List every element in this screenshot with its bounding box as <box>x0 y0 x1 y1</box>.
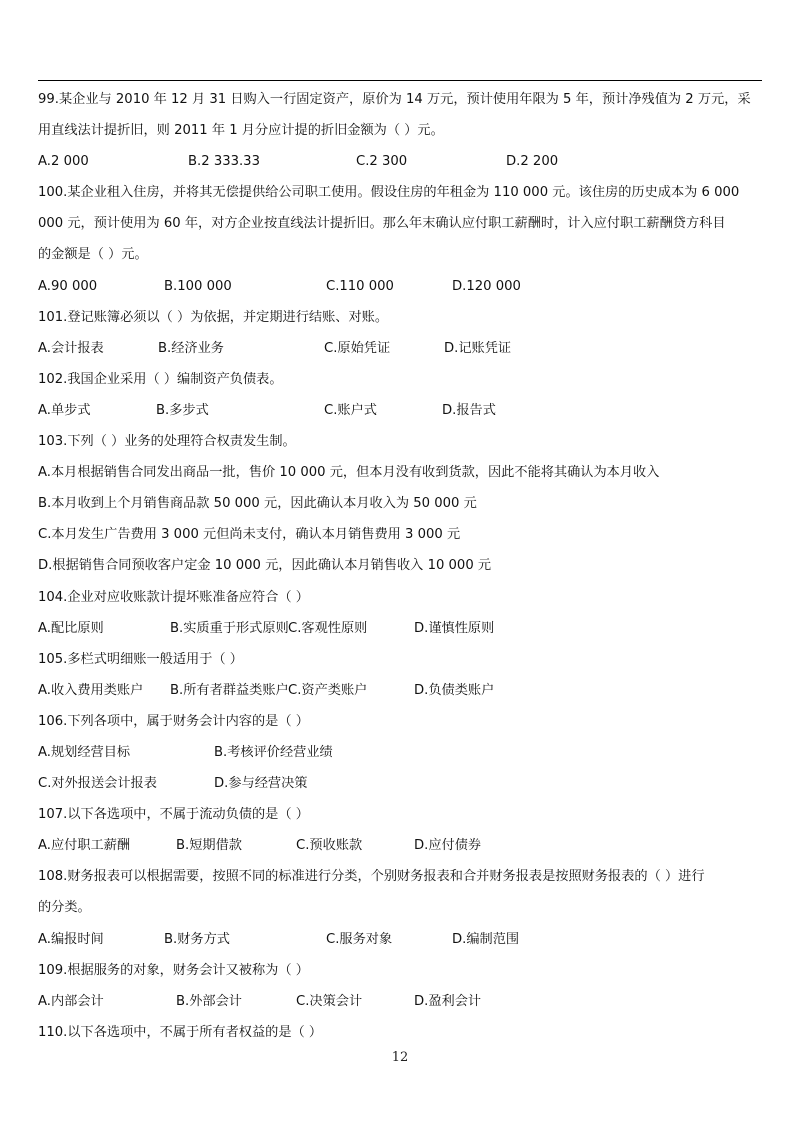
q109-option-a: A.内部会计 <box>38 993 104 1009</box>
q105-option-b: B.所有者群益类账户 <box>170 682 289 698</box>
q102-option-d: D.报告式 <box>442 402 496 418</box>
q99-stem-line1: 99.某企业与 2010 年 12 月 31 日购入一行固定资产，原价为 14 万元，预计使用年限为 5 年，预计净残值为 2 万元，采 <box>38 92 751 107</box>
q107-option-b: B.短期借款 <box>176 838 242 854</box>
q107-option-d: D.应付债券 <box>414 838 482 854</box>
q99-options <box>38 146 764 177</box>
q108-stem-line1: 108.财务报表可以根据需要，按照不同的标准进行分类，个别财务报表和合并财务报表是按照财务报表的（ ）进行 <box>38 869 705 885</box>
page-number: 12 <box>391 1050 409 1065</box>
q99-option-d: D.2 200 <box>506 154 559 170</box>
q100-option-a: A.90 000 <box>38 278 98 294</box>
q100-options <box>38 271 764 302</box>
q110-stem: 110.以下各选项中，不属于所有者权益的是（ ） <box>38 1024 323 1040</box>
q105-options <box>38 675 764 706</box>
q106-option-a: A.规划经营目标 <box>38 744 131 760</box>
q105-stem: 105.多栏式明细账一般适用于（ ） <box>38 651 243 667</box>
q102-options <box>38 395 764 426</box>
q108-options <box>38 924 764 955</box>
q102-stem: 102.我国企业采用（ ）编制资产负债表。 <box>38 371 283 387</box>
q106-stem: 106.下列各项中，属于财务会计内容的是（ ） <box>38 713 309 729</box>
q101-options <box>38 333 764 364</box>
q108-option-d: D.编制范围 <box>452 931 520 947</box>
q104-option-c: C.客观性原则 <box>288 620 368 636</box>
q103-option-c: C.本月发生广告费用 3 000 元但尚未支付，确认本月销售费用 3 000 元 <box>38 527 461 543</box>
q103-option-d: D.根据销售合同预收客户定金 10 000 元，因此确认本月销售收入 10 000 元 <box>38 558 492 574</box>
q99-option-c: C.2 300 <box>356 154 408 170</box>
q105-option-d: D.负债类账户 <box>414 682 495 698</box>
q104-stem: 104.企业对应收账款计提坏账准备应符合（ ） <box>38 589 309 605</box>
q108-option-a: A.编报时间 <box>38 931 104 947</box>
q100-option-d: D.120 000 <box>452 278 521 294</box>
q106-options-row1 <box>38 737 764 768</box>
q104-option-a: A.配比原则 <box>38 620 104 636</box>
q101-option-d: D.记账凭证 <box>444 340 512 356</box>
q105-option-a: A.收入费用类账户 <box>38 682 144 698</box>
q108-option-b: B.财务方式 <box>164 931 230 947</box>
q106-option-d: D.参与经营决策 <box>214 776 308 792</box>
q102-option-a: A.单步式 <box>38 402 91 418</box>
q101-stem: 101.登记账簿必须以（ ）为依据，并定期进行结账、对账。 <box>38 309 389 325</box>
q99-option-a: A.2 000 <box>38 154 89 170</box>
q108-option-c: C.服务对象 <box>326 931 393 947</box>
q100-stem-line1: 100.某企业租入住房，并将其无偿提供给公司职工使用。假设住房的年租金为 110 000 元。该住房的历史成本为 6 000 <box>38 185 740 201</box>
q109-option-c: C.决策会计 <box>296 993 363 1009</box>
q109-option-d: D.盈利会计 <box>414 993 482 1009</box>
q101-option-c: C.原始凭证 <box>324 340 391 356</box>
q101-option-a: A.会计报表 <box>38 340 104 356</box>
q107-option-c: C.预收账款 <box>296 838 363 854</box>
q106-options-row2 <box>38 768 764 799</box>
q104-option-b: B.实质重于形式原则 <box>170 620 289 636</box>
q107-options <box>38 830 764 861</box>
q100-stem-line2: 000 元，预计使用为 60 年，对方企业按直线法计提折旧。那么年末确认应付职工薪酬时，计入应付职工薪酬贷方科目 <box>38 216 726 232</box>
q109-stem: 109.根据服务的对象，财务会计又被称为（ ） <box>38 962 309 978</box>
q105-option-c: C.资产类账户 <box>288 682 368 698</box>
q106-option-b: B.考核评价经营业绩 <box>214 744 333 760</box>
q103-option-b: B.本月收到上个月销售商品款 50 000 元，因此确认本月收入为 50 000 元 <box>38 496 477 512</box>
q102-option-c: C.账户式 <box>324 402 377 418</box>
q103-stem: 103.下列（ ）业务的处理符合权责发生制。 <box>38 434 296 450</box>
q108-stem-line2: 的分类。 <box>38 900 91 916</box>
header-rule <box>38 80 762 81</box>
q99-option-b: B.2 333.33 <box>188 154 260 170</box>
q106-option-c: C.对外报送会计报表 <box>38 776 157 792</box>
q99-stem-line2: 用直线法计提折旧，则 2011 年 1 月分应计提的折旧金额为（ ）元。 <box>38 123 444 139</box>
q100-option-c: C.110 000 <box>326 278 394 294</box>
q100-stem-line3: 的金额是（ ）元。 <box>38 247 148 263</box>
q101-option-b: B.经济业务 <box>158 340 224 356</box>
q104-option-d: D.谨慎性原则 <box>414 620 495 636</box>
q102-option-b: B.多步式 <box>156 402 209 418</box>
q107-stem: 107.以下各选项中，不属于流动负债的是（ ） <box>38 807 309 823</box>
q104-options <box>38 613 764 644</box>
q100-option-b: B.100 000 <box>164 278 232 294</box>
q107-option-a: A.应付职工薪酬 <box>38 838 131 854</box>
question-list <box>38 84 764 1048</box>
q103-option-a: A.本月根据销售合同发出商品一批，售价 10 000 元，但本月没有收到货款，因此不能将其确认为本月收入 <box>38 465 660 481</box>
q109-options <box>38 986 764 1017</box>
q109-option-b: B.外部会计 <box>176 993 242 1009</box>
